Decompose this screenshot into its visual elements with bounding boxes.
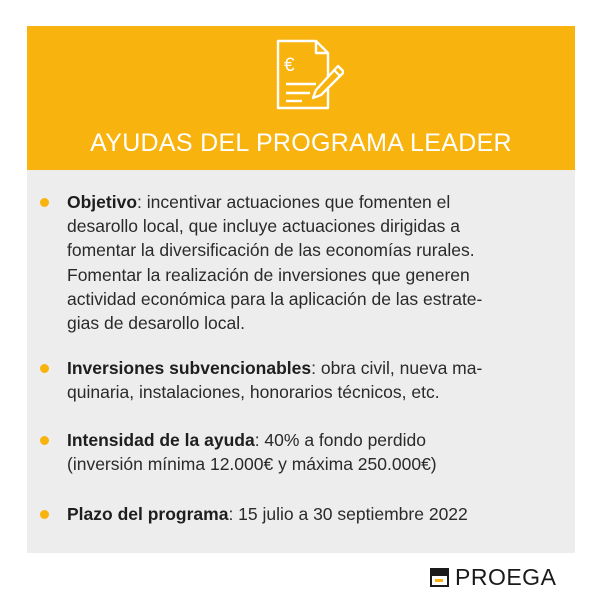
svg-text:€: € bbox=[284, 55, 295, 76]
item-line: gias de desarollo local. bbox=[67, 313, 246, 334]
list-item-plazo bbox=[67, 502, 547, 526]
card-header bbox=[27, 26, 575, 170]
item-text: : obra civil, nueva ma- bbox=[311, 358, 483, 378]
brand-logo bbox=[430, 564, 556, 590]
proega-logo-icon bbox=[430, 568, 449, 587]
item-line bbox=[67, 428, 547, 452]
document-euro-pencil-icon bbox=[272, 38, 344, 112]
item-text: : 40% a fondo perdido bbox=[254, 430, 426, 450]
item-term: Inversiones subvencionables bbox=[67, 358, 312, 378]
list-item-intensidad bbox=[67, 428, 547, 476]
item-line bbox=[67, 190, 547, 214]
item-term: Intensidad de la ayuda bbox=[67, 430, 255, 450]
item-term: Plazo del programa bbox=[67, 504, 229, 524]
item-text: : incentivar actuaciones que fomenten el bbox=[137, 192, 451, 212]
bullet-icon bbox=[40, 364, 49, 373]
logo-text: PROEGA bbox=[455, 563, 557, 590]
item-line: fomentar la diversificación de las economías rurales. bbox=[67, 240, 475, 261]
item-line bbox=[67, 356, 547, 380]
card-body bbox=[27, 170, 575, 553]
bullet-icon bbox=[40, 436, 49, 445]
list-item-objetivo bbox=[67, 190, 547, 335]
card-title: AYUDAS DEL PROGRAMA LEADER bbox=[90, 129, 512, 157]
bullet-icon bbox=[40, 510, 49, 519]
item-text: : 15 julio a 30 septiembre 2022 bbox=[228, 504, 468, 524]
item-line: quinaria, instalaciones, honorarios técnicos, etc. bbox=[67, 382, 440, 403]
bullet-icon bbox=[40, 198, 49, 207]
list-item-inversiones bbox=[67, 356, 547, 404]
item-line: Fomentar la realización de inversiones que generen bbox=[67, 264, 470, 285]
item-term: Objetivo bbox=[67, 192, 138, 212]
item-line bbox=[67, 502, 547, 526]
item-line: desarollo local, que incluye actuaciones dirigidas a bbox=[67, 216, 461, 237]
item-line: actividad económica para la aplicación de las estrate- bbox=[67, 288, 483, 309]
item-line: (inversión mínima 12.000€ y máxima 250.000€) bbox=[67, 454, 437, 475]
